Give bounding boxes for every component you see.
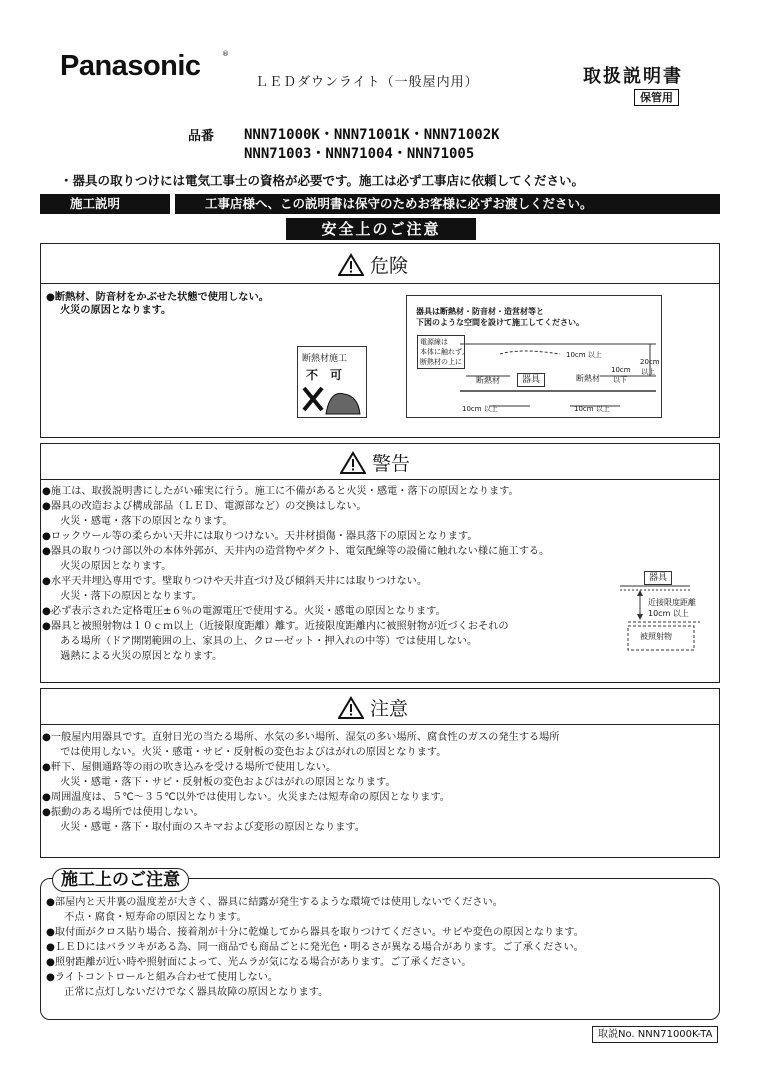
fixture-label: 器具	[517, 373, 545, 387]
warning-title	[340, 449, 410, 476]
safety-heading: 安全上のご注意	[286, 218, 476, 240]
product-subtitle: ＬＥＤダウンライト（一般屋内用）	[255, 75, 479, 90]
prohibition-sign-title: 断熱材施工	[302, 354, 348, 364]
warning-triangle-icon	[340, 451, 366, 475]
installation-guide-bar: 施工説明	[40, 194, 170, 214]
caution-title-divider	[40, 724, 720, 725]
brand-logo: Panasonic	[60, 50, 201, 82]
prohibition-sign-text: 不 可	[306, 368, 343, 382]
dim-bottom-left: 10cm 以上	[462, 405, 498, 413]
warning-line: ある場所（ドア開閉範囲の上、家具の上、クローゼット・押入れの中等）では使用しない。	[50, 636, 478, 647]
caution-line: ●一般屋内用器具です。直射日光の当たる場所、水気の多い場所、湿気の多い場所、腐食性のガスの発生する場所	[42, 732, 560, 743]
dim-mid-1: 10cm	[611, 366, 631, 374]
caution-title	[338, 694, 408, 721]
caution-line: 火災・感電・落下・サビ・反射板の変色およびはがれの原因となります。	[50, 777, 396, 788]
warning-line: 火災・落下の原因となります。	[50, 591, 202, 602]
warning-title-divider	[40, 479, 720, 480]
model-numbers-line2: NNN71003・NNN71004・NNN71005	[244, 146, 475, 162]
warning-title-text: 警告	[372, 453, 411, 475]
insulation-left-label: 断熱材	[476, 376, 500, 385]
danger-title	[338, 251, 408, 278]
electrician-notice: ・器具の取りつけには電気工事士の資格が必要です。施工は必ず工事店に依頼してください。	[60, 173, 585, 188]
warning-line: ●器具の取りつけ部以外の本体外郭が、天井内の造営物やダクト、電気配線等の設備に触れない様に施工する。	[42, 546, 550, 557]
clearance-caption-1: 器具は断熱材・防音材・造営材等と	[416, 307, 544, 316]
warning-line: ●施工は、取扱説明書にしたがい確実に行う。施工に不備があると火災・感電・落下の原因となります。	[42, 486, 519, 497]
dim-top: 10cm 以上	[566, 351, 602, 359]
warning-line: ●水平天井埋込専用です。壁取りつけや天井直づけ及び傾斜天井には取りつけない。	[42, 576, 428, 587]
registered-mark: ®	[222, 50, 229, 58]
caution-line: ●周囲温度は、５℃～３５℃以外では使用しない。火災または短寿命の原因となります。	[42, 792, 450, 803]
proximity-distance-label: 近接限度距離	[648, 598, 696, 607]
dim-right-2: 以上	[641, 368, 655, 376]
model-label: 品番	[188, 129, 215, 144]
wire-note-2: 本体に触れず,	[420, 348, 465, 356]
install-line: ●部屋内と天井裏の温度差が大きく、器具に結露が発生するような環境では使用しないでください。	[46, 897, 503, 908]
warning-line: 過熱による火災の原因となります。	[50, 651, 223, 662]
install-line: ●照射距離が近い時や照射面によって、光ムラが気になる場合があります。ご了承ください。	[46, 957, 472, 968]
install-line: 正常に点灯しないだけでなく器具故障の原因となります。	[54, 987, 329, 998]
warning-line: ●ロックウール等の柔らかい天井には取りつけない。天井材損傷・器具落下の原因となります。	[42, 531, 478, 542]
clearance-caption-2: 下図のような空間を設けて施工してください。	[416, 318, 584, 327]
wire-note-1: 電源線は	[420, 338, 448, 346]
warning-triangle-icon	[338, 696, 364, 720]
dim-right-1: 20cm	[640, 358, 660, 366]
install-line: ●取付面がクロス貼り場合、接着剤が十分に乾燥してから器具を取りつけてください。サビや変色の原因となります。	[46, 927, 584, 938]
irradiated-object-label: 被照射物	[640, 632, 672, 641]
danger-line-1: ●断熱材、防音材をかぶせた状態で使用しない。	[46, 292, 269, 303]
caution-line: 火災・感電・落下・取付面のスキマおよび変形の原因となります。	[50, 822, 365, 833]
warning-line: ●器具と被照射物は１０ｃｍ以上（近接限度距離）離す。近接限度距離内に被照射物が近づくおそれの	[42, 621, 509, 632]
keep-copy-label: 保管用	[634, 89, 679, 106]
warning-triangle-icon	[338, 253, 364, 277]
wire-note-3: 断熱材の上に	[420, 358, 462, 366]
dim-bottom-right: 10cm 以上	[574, 405, 610, 413]
warning-line: ●必ず表示された定格電圧±６％の電源電圧で使用する。火災・感電の原因となります。	[42, 606, 446, 617]
danger-title-text: 危険	[370, 255, 409, 277]
document-title: 取扱説明書	[583, 66, 683, 87]
installation-notes-title: 施工上のご注意	[52, 868, 189, 892]
install-line: ●ライトコントロールと組み合わせて使用しない。	[46, 972, 279, 983]
insulation-right-label: 断熱材	[576, 374, 600, 383]
warning-line: ●器具の改造および構成部品（ＬＥＤ、電源部など）の交換はしない。	[42, 501, 367, 512]
danger-title-divider	[40, 283, 720, 284]
prohibited-insulation-icon	[300, 380, 364, 416]
install-line: 不点・腐食・短寿命の原因となります。	[54, 912, 247, 923]
proximity-distance-value: 10cm 以上	[648, 609, 689, 618]
model-numbers-line1: NNN71000K・NNN71001K・NNN71002K	[244, 127, 500, 143]
caution-title-text: 注意	[370, 698, 409, 720]
proximity-fixture-label: 器具	[644, 571, 672, 585]
warning-line: 火災・感電・落下の原因となります。	[50, 516, 233, 527]
danger-line-2: 火災の原因となります。	[60, 305, 172, 316]
contractor-note-bar: 工事店様へ、この説明書は保守のためお客様に必ずお渡しください。	[175, 194, 720, 214]
caution-line: では使用しない。火災・感電・サビ・反射板の変色およびはがれの原因となります。	[50, 747, 447, 758]
document-number: 取説No. NNN71000K-TA	[592, 1026, 718, 1043]
caution-line: ●軒下、屋側通路等の雨の吹き込みを受ける場所で使用しない。	[42, 762, 337, 773]
dim-mid-2: 以下	[613, 376, 627, 384]
warning-line: 火災の原因となります。	[50, 561, 172, 572]
install-line: ●ＬＥＤにはバラツキがある為、同一商品でも商品ごとに発光色・明るさが異なる場合があります。ご了承ください。	[46, 942, 584, 953]
caution-line: ●振動のある場所では使用しない。	[42, 807, 204, 818]
